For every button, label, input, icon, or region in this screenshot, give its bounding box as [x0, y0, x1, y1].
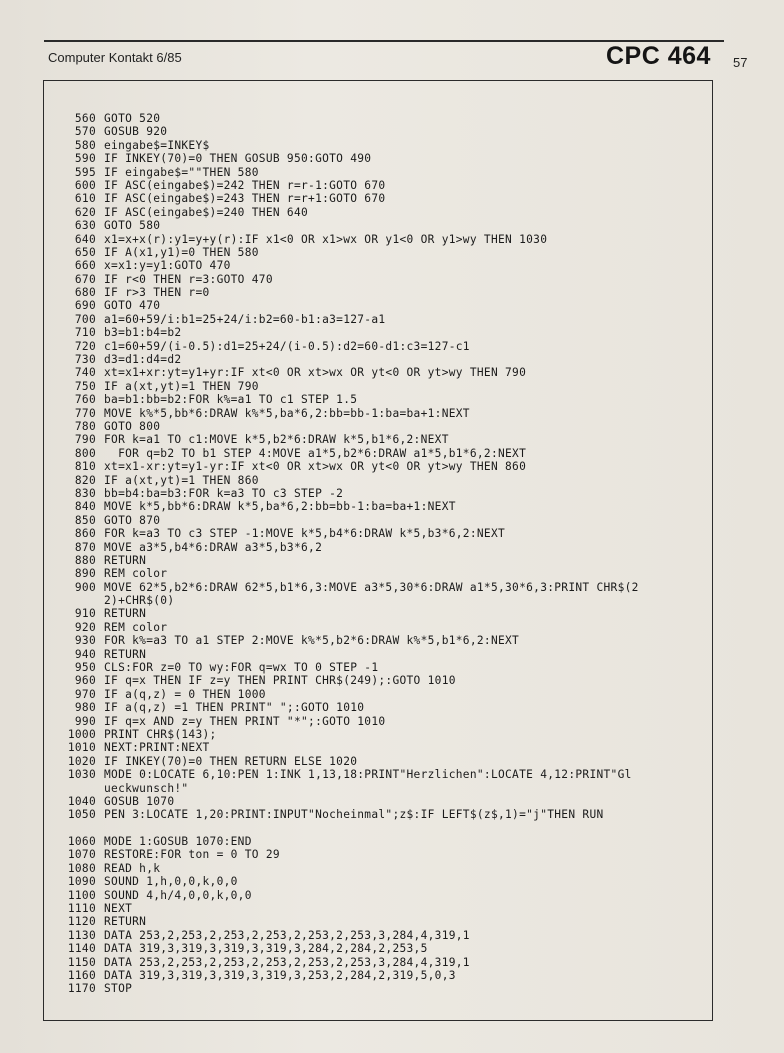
code-line	[60, 447, 710, 460]
code-line	[60, 527, 710, 540]
line-number: 750	[74, 379, 96, 393]
code-line	[60, 701, 710, 714]
code-line	[60, 929, 710, 942]
line-number: 790	[74, 433, 96, 447]
code-line	[60, 969, 710, 982]
code-line	[60, 192, 710, 205]
code-text: DATA 253,2,253,2,253,2,253,2,253,2,253,3,284,4,319,1	[104, 928, 470, 942]
line-number: 595	[74, 165, 96, 179]
line-number: 710	[74, 326, 96, 340]
code-line	[60, 648, 710, 661]
code-line	[60, 514, 710, 527]
line-number: 840	[74, 500, 96, 514]
line-number: 780	[74, 419, 96, 433]
line-number: 860	[74, 527, 96, 541]
line-number: 700	[74, 312, 96, 326]
code-text: RETURN	[104, 607, 147, 621]
line-number: 1080	[67, 861, 96, 875]
line-number: 800	[74, 446, 96, 460]
line-number: 970	[74, 687, 96, 701]
line-number: 720	[74, 339, 96, 353]
code-line	[60, 393, 710, 406]
line-number: 1060	[67, 835, 96, 849]
line-number: 950	[74, 661, 96, 675]
line-number: 600	[74, 178, 96, 192]
code-line	[60, 112, 710, 125]
code-text: GOSUB 1070	[104, 794, 175, 808]
code-text: REM color	[104, 567, 168, 581]
code-line	[60, 755, 710, 768]
line-number: 820	[74, 473, 96, 487]
line-number: 730	[74, 353, 96, 367]
line-number: 1070	[67, 848, 96, 862]
code-text: IF INKEY(70)=0 THEN GOSUB 950:GOTO 490	[104, 152, 372, 166]
line-number: 1120	[67, 915, 96, 929]
code-line	[60, 179, 710, 192]
code-text: MOVE 62*5,b2*6:DRAW 62*5,b1*6,3:MOVE a3*5,30*6:DRAW a1*5,30*6,3:PRINT CHR$(2	[104, 580, 639, 594]
code-text: IF q=x THEN IF z=y THEN PRINT CHR$(249);:GOTO 1010	[104, 674, 456, 688]
code-line	[60, 500, 710, 513]
line-number: 580	[74, 138, 96, 152]
code-line	[60, 594, 710, 607]
code-text: FOR k=a1 TO c1:MOVE k*5,b2*6:DRAW k*5,b1*6,2:NEXT	[104, 433, 449, 447]
code-text: READ h,k	[104, 861, 161, 875]
code-text: IF a(q,z) = 0 THEN 1000	[104, 687, 266, 701]
line-number: 1030	[67, 768, 96, 782]
line-number: 1010	[67, 741, 96, 755]
code-text: STOP	[104, 982, 133, 996]
code-line	[60, 621, 710, 634]
code-text: GOTO 470	[104, 299, 161, 313]
line-number: 870	[74, 540, 96, 554]
code-line	[60, 674, 710, 687]
code-text: NEXT	[104, 902, 133, 916]
line-number: 760	[74, 393, 96, 407]
line-number: 1130	[67, 928, 96, 942]
code-text: FOR k=a3 TO c3 STEP -1:MOVE k*5,b4*6:DRAW k*5,b3*6,2:NEXT	[104, 527, 506, 541]
code-text: MOVE k*5,bb*6:DRAW k*5,ba*6,2:bb=bb-1:ba=ba+1:NEXT	[104, 500, 456, 514]
code-line	[60, 326, 710, 339]
line-number: 680	[74, 286, 96, 300]
code-line	[60, 688, 710, 701]
basic-listing	[60, 112, 710, 996]
line-number: 1040	[67, 794, 96, 808]
code-line	[60, 286, 710, 299]
line-number: 570	[74, 125, 96, 139]
code-text: d3=d1:d4=d2	[104, 353, 182, 367]
code-text: MODE 1:GOSUB 1070:END	[104, 835, 252, 849]
code-text: RESTORE:FOR ton = 0 TO 29	[104, 848, 280, 862]
line-number: 1090	[67, 875, 96, 889]
code-line	[60, 460, 710, 473]
code-line	[60, 835, 710, 848]
code-line	[60, 782, 710, 795]
line-number: 1150	[67, 955, 96, 969]
code-line	[60, 152, 710, 165]
code-line	[60, 795, 710, 808]
code-text: bb=b4:ba=b3:FOR k=a3 TO c3 STEP -2	[104, 486, 344, 500]
code-line	[60, 233, 710, 246]
code-line	[60, 125, 710, 138]
page-number: 57	[733, 55, 748, 70]
code-text: ba=b1:bb=b2:FOR k%=a1 TO c1 STEP 1.5	[104, 393, 358, 407]
line-number: 770	[74, 406, 96, 420]
code-text: FOR q=b2 TO b1 STEP 4:MOVE a1*5,b2*6:DRAW a1*5,b1*6,2:NEXT	[104, 446, 527, 460]
code-text: MODE 0:LOCATE 6,10:PEN 1:INK 1,13,18:PRINT"Herzlichen":LOCATE 4,12:PRINT"Gl	[104, 768, 632, 782]
line-number: 590	[74, 152, 96, 166]
line-number: 690	[74, 299, 96, 313]
line-number: 660	[74, 259, 96, 273]
code-text: DATA 319,3,319,3,319,3,319,3,253,2,284,2,319,5,0,3	[104, 969, 456, 982]
code-text: IF A(x1,y1)=0 THEN 580	[104, 245, 259, 259]
code-line	[60, 433, 710, 446]
line-number: 1020	[67, 754, 96, 768]
code-line	[60, 299, 710, 312]
section-title: CPC 464	[606, 42, 711, 70]
code-line	[60, 246, 710, 259]
code-text: FOR k%=a3 TO a1 STEP 2:MOVE k%*5,b2*6:DRAW k%*5,b1*6,2:NEXT	[104, 634, 520, 648]
line-number: 830	[74, 486, 96, 500]
code-line	[60, 340, 710, 353]
line-number: 740	[74, 366, 96, 380]
code-text: PRINT CHR$(143);	[104, 727, 217, 741]
code-line	[60, 273, 710, 286]
code-line	[60, 889, 710, 902]
line-number: 1140	[67, 942, 96, 956]
code-line	[60, 902, 710, 915]
line-number: 930	[74, 634, 96, 648]
line-number: 640	[74, 232, 96, 246]
code-line	[60, 166, 710, 179]
line-number: 1050	[67, 808, 96, 822]
code-line	[60, 607, 710, 620]
line-number: 890	[74, 567, 96, 581]
line-number: 620	[74, 205, 96, 219]
code-text: IF ASC(eingabe$)=240 THEN 640	[104, 205, 309, 219]
code-text: RETURN	[104, 915, 147, 929]
code-text: IF r<0 THEN r=3:GOTO 470	[104, 272, 273, 286]
code-text: GOTO 580	[104, 219, 161, 233]
code-line	[60, 139, 710, 152]
code-line	[60, 768, 710, 781]
code-line	[60, 420, 710, 433]
code-line	[60, 380, 710, 393]
line-number: 990	[74, 714, 96, 728]
code-line	[60, 982, 710, 995]
line-number: 880	[74, 553, 96, 567]
code-text: IF ASC(eingabe$)=243 THEN r=r+1:GOTO 670	[104, 192, 386, 206]
code-line	[60, 634, 710, 647]
code-line	[60, 206, 710, 219]
code-line	[60, 567, 710, 580]
code-text: IF a(xt,yt)=1 THEN 860	[104, 473, 259, 487]
code-text: IF INKEY(70)=0 THEN RETURN ELSE 1020	[104, 754, 358, 768]
code-line	[60, 219, 710, 232]
code-line	[60, 554, 710, 567]
code-text: MOVE k%*5,bb*6:DRAW k%*5,ba*6,2:bb=bb-1:ba=ba+1:NEXT	[104, 406, 470, 420]
line-number: 940	[74, 647, 96, 661]
line-number: 1100	[67, 888, 96, 902]
line-number: 630	[74, 219, 96, 233]
line-number: 850	[74, 513, 96, 527]
code-text: SOUND 4,h/4,0,0,k,0,0	[104, 888, 252, 902]
code-text: eingabe$=INKEY$	[104, 138, 210, 152]
code-text: REM color	[104, 620, 168, 634]
code-line	[60, 259, 710, 272]
code-text: x1=x+x(r):y1=y+y(r):IF x1<0 OR x1>wx OR y1<0 OR y1>wy THEN 1030	[104, 232, 548, 246]
code-line	[60, 822, 710, 835]
code-text: GOSUB 920	[104, 125, 168, 139]
code-line	[60, 741, 710, 754]
line-number: 610	[74, 192, 96, 206]
code-line	[60, 915, 710, 928]
line-number: 1160	[67, 969, 96, 982]
code-text: SOUND 1,h,0,0,k,0,0	[104, 875, 238, 889]
code-line	[60, 353, 710, 366]
line-number: 1110	[67, 902, 96, 916]
code-line	[60, 661, 710, 674]
code-text: b3=b1:b4=b2	[104, 326, 182, 340]
code-text: PEN 3:LOCATE 1,20:PRINT:INPUT"Nocheinmal";z$:IF LEFT$(z$,1)="j"THEN RUN	[104, 808, 604, 822]
line-number: 670	[74, 272, 96, 286]
line-number: 810	[74, 460, 96, 474]
code-text: c1=60+59/(i-0.5):d1=25+24/(i-0.5):d2=60-d1:c3=127-c1	[104, 339, 470, 353]
code-line	[60, 808, 710, 821]
code-text: IF eingabe$=""THEN 580	[104, 165, 259, 179]
line-number: 920	[74, 620, 96, 634]
code-line	[60, 848, 710, 861]
code-line	[60, 407, 710, 420]
code-text: GOTO 800	[104, 419, 161, 433]
code-text: a1=60+59/i:b1=25+24/i:b2=60-b1:a3=127-a1	[104, 312, 386, 326]
code-text: IF q=x AND z=y THEN PRINT "*";:GOTO 1010	[104, 714, 386, 728]
code-text: xt=x1+xr:yt=y1+yr:IF xt<0 OR xt>wx OR yt<0 OR yt>wy THEN 790	[104, 366, 527, 380]
code-line	[60, 474, 710, 487]
code-line	[60, 581, 710, 594]
line-number: 1000	[67, 727, 96, 741]
line-number: 1170	[67, 982, 96, 996]
code-text: GOTO 870	[104, 513, 161, 527]
code-text: IF r>3 THEN r=0	[104, 286, 210, 300]
line-number: 900	[74, 580, 96, 594]
line-number: 960	[74, 674, 96, 688]
code-text: ueckwunsch!"	[104, 781, 189, 795]
code-text: GOTO 520	[104, 112, 161, 125]
code-text: xt=x1-xr:yt=y1-yr:IF xt<0 OR xt>wx OR yt<0 OR yt>wy THEN 860	[104, 460, 527, 474]
code-line	[60, 313, 710, 326]
code-line	[60, 728, 710, 741]
code-line	[60, 862, 710, 875]
code-text: 2)+CHR$(0)	[104, 594, 175, 608]
code-line	[60, 715, 710, 728]
code-text: IF a(q,z) =1 THEN PRINT" ";:GOTO 1010	[104, 701, 365, 715]
magazine-issue: Computer Kontakt 6/85	[48, 50, 182, 65]
code-text: DATA 253,2,253,2,253,2,253,2,253,2,253,3,284,4,319,1	[104, 955, 470, 969]
code-text: CLS:FOR z=0 TO wy:FOR q=wx TO 0 STEP -1	[104, 661, 379, 675]
code-line	[60, 541, 710, 554]
code-line	[60, 875, 710, 888]
code-text: IF a(xt,yt)=1 THEN 790	[104, 379, 259, 393]
line-number: 910	[74, 607, 96, 621]
line-number: 980	[74, 701, 96, 715]
code-text: DATA 319,3,319,3,319,3,319,3,284,2,284,2,253,5	[104, 942, 428, 956]
line-number: 560	[74, 112, 96, 125]
code-line	[60, 366, 710, 379]
code-text: MOVE a3*5,b4*6:DRAW a3*5,b3*6,2	[104, 540, 323, 554]
code-text: IF ASC(eingabe$)=242 THEN r=r-1:GOTO 670	[104, 178, 386, 192]
code-text: x=x1:y=y1:GOTO 470	[104, 259, 231, 273]
code-line	[60, 487, 710, 500]
code-text: NEXT:PRINT:NEXT	[104, 741, 210, 755]
code-line	[60, 942, 710, 955]
line-number: 650	[74, 245, 96, 259]
code-text: RETURN	[104, 553, 147, 567]
code-text: RETURN	[104, 647, 147, 661]
code-line	[60, 956, 710, 969]
